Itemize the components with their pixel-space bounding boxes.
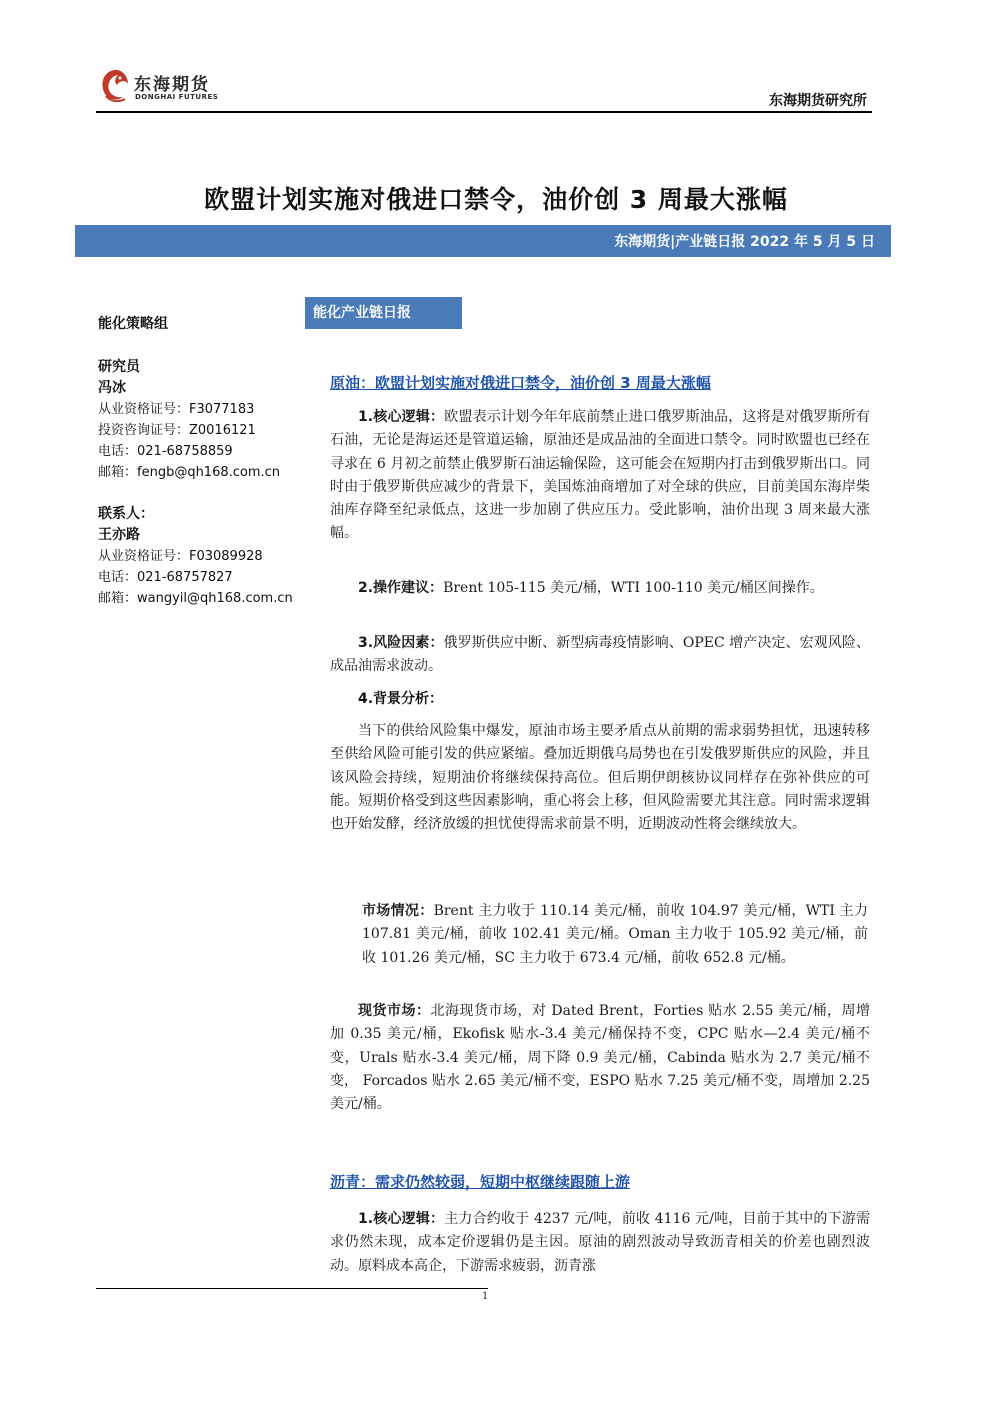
document-title: 欧盟计划实施对俄进口禁令，油价创 3 周最大涨幅 — [204, 185, 788, 214]
crude-spot-text: 北海现货市场，对 Dated Brent，Forties 贴水 2.55 美元/桶，周增加 0.35 美元/桶，Ekofisk 贴水-3.4 美元/桶保持不变，CPC 贴水—2.4 美元/桶不变，Urals 贴水-3.4 美元/桶，周下降 0.9 美元/桶，Cabinda 贴水为 2.7 美元/桶不变， Forcados 贴水 2.65 美元/桶不变，ESPO 贴水 7.25 美元/桶不变，周增加 2.25 美元/桶。 — [330, 1003, 871, 1113]
crude-operation-label: 2.操作建议： — [358, 580, 444, 596]
asphalt-core-logic — [330, 1208, 870, 1278]
crude-core-logic-text: 欧盟表示计划今年年底前禁止进口俄罗斯油品，这将是对俄罗斯所有石油，无论是海运还是管道运输，原油还是成品油的全面进口禁令。同时欧盟也已经在寻求在 6 月初之前禁止俄罗斯石油运输保险，这可能会在短期内打击到俄罗斯出口。同时由于俄罗斯供应减少的背景下，美国炼油商增加了对全球的供应，目前美国东海岸柴油库存降至纪录低点，这进一步加剧了供应压力。受此影响，油价出现 3 周来最大涨幅。 — [330, 409, 870, 542]
report-banner — [75, 225, 891, 257]
section-tab: 能化产业链日报 — [305, 297, 462, 329]
asphalt-core-logic-label: 1.核心逻辑： — [358, 1211, 445, 1227]
crude-background-label: 4.背景分析： — [358, 691, 444, 707]
crude-operation-text: Brent 105-115 美元/桶，WTI 100-110 美元/桶区间操作。 — [443, 580, 824, 596]
crude-market — [362, 900, 868, 970]
crude-background-text: 当下的供给风险集中爆发，原油市场主要矛盾点从前期的需求弱势担忧，迅速转移至供给风险可能引发的供应紧缩。叠加近期俄乌局势也在引发俄罗斯供应的风险，并且该风险会持续，短期油价将继续保持高位。但后期伊朗核协议同样存在弥补供应的可能。短期价格受到这些因素影响，重心将会上移，但风险需要尤其注意。同时需求逻辑也开始发酵，经济放缓的担忧使得需求前景不明，近期波动性将会继续放大。 — [330, 723, 870, 833]
crude-spot-label: 现货市场： — [358, 1003, 431, 1019]
header-org: 东海期货研究所 — [769, 93, 867, 109]
crude-market-label: 市场情况： — [362, 903, 434, 919]
asphalt-section-title[interactable]: 沥青：需求仍然较弱，短期中枢继续跟随上游 — [330, 1173, 631, 1191]
crude-section-title[interactable]: 原油：欧盟计划实施对俄进口禁令，油价创 3 周最大涨幅 — [330, 374, 711, 392]
contact-cert: 从业资格证号：F03089928 — [98, 549, 263, 564]
strategy-group: 能化策略组 — [98, 316, 168, 332]
author-sidebar — [98, 313, 323, 609]
header-divider — [96, 111, 872, 113]
crude-operation — [330, 577, 870, 600]
researcher-advisory: 投资咨询证号：Z0016121 — [98, 423, 256, 438]
asphalt-core-logic-text: 主力合约收于 4237 元/吨，前收 4116 元/吨，目前于其中的下游需求仍然未现，成本定价逻辑仍是主因。原油的剧烈波动导致沥青相关的价差也剧烈波动。原料成本高企，下游需求疲弱，沥青涨 — [330, 1211, 870, 1274]
contact-name: 王亦路 — [98, 527, 140, 543]
researcher-cert: 从业资格证号：F3077183 — [98, 402, 255, 417]
footer-divider — [96, 1288, 488, 1289]
researcher-name: 冯冰 — [98, 380, 126, 396]
banner-text: 东海期货|产业链日报 2022 年 5 月 5 日 — [614, 234, 875, 250]
researcher-phone: 电话：021-68758859 — [98, 444, 233, 459]
logo-en-text: DONGHAI FUTURES — [135, 93, 219, 101]
crude-core-logic-label: 1.核心逻辑： — [358, 409, 445, 425]
crude-market-text: Brent 主力收于 110.14 美元/桶，前收 104.97 美元/桶，WTI 主力 107.81 美元/桶，前收 102.41 美元/桶。Oman 主力收于 105.92 美元/桶，前收 101.26 美元/桶，SC 主力收于 673.4 元/桶，前收 652.8 元/桶。 — [362, 903, 868, 966]
crude-spot — [330, 1000, 870, 1116]
contact-phone: 电话：021-68757827 — [98, 570, 233, 585]
contact-heading: 联系人： — [98, 506, 154, 522]
logo-cn-text: 东海期货 — [134, 75, 210, 95]
contact-email: 邮箱：wangyil@qh168.com.cn — [98, 591, 293, 606]
crude-risk — [330, 632, 870, 679]
company-logo — [98, 66, 233, 108]
crude-risk-text: 俄罗斯供应中断、新型病毒疫情影响、OPEC 增产决定、宏观风险、成品油需求波动。 — [330, 635, 870, 675]
researcher-email: 邮箱：fengb@qh168.com.cn — [98, 465, 281, 480]
crude-core-logic — [330, 406, 870, 546]
crude-risk-label: 3.风险因素： — [358, 635, 444, 651]
page-number: 1 — [482, 1291, 489, 1302]
researcher-heading: 研究员 — [98, 359, 140, 375]
donghai-phoenix-logo-icon — [98, 66, 130, 104]
